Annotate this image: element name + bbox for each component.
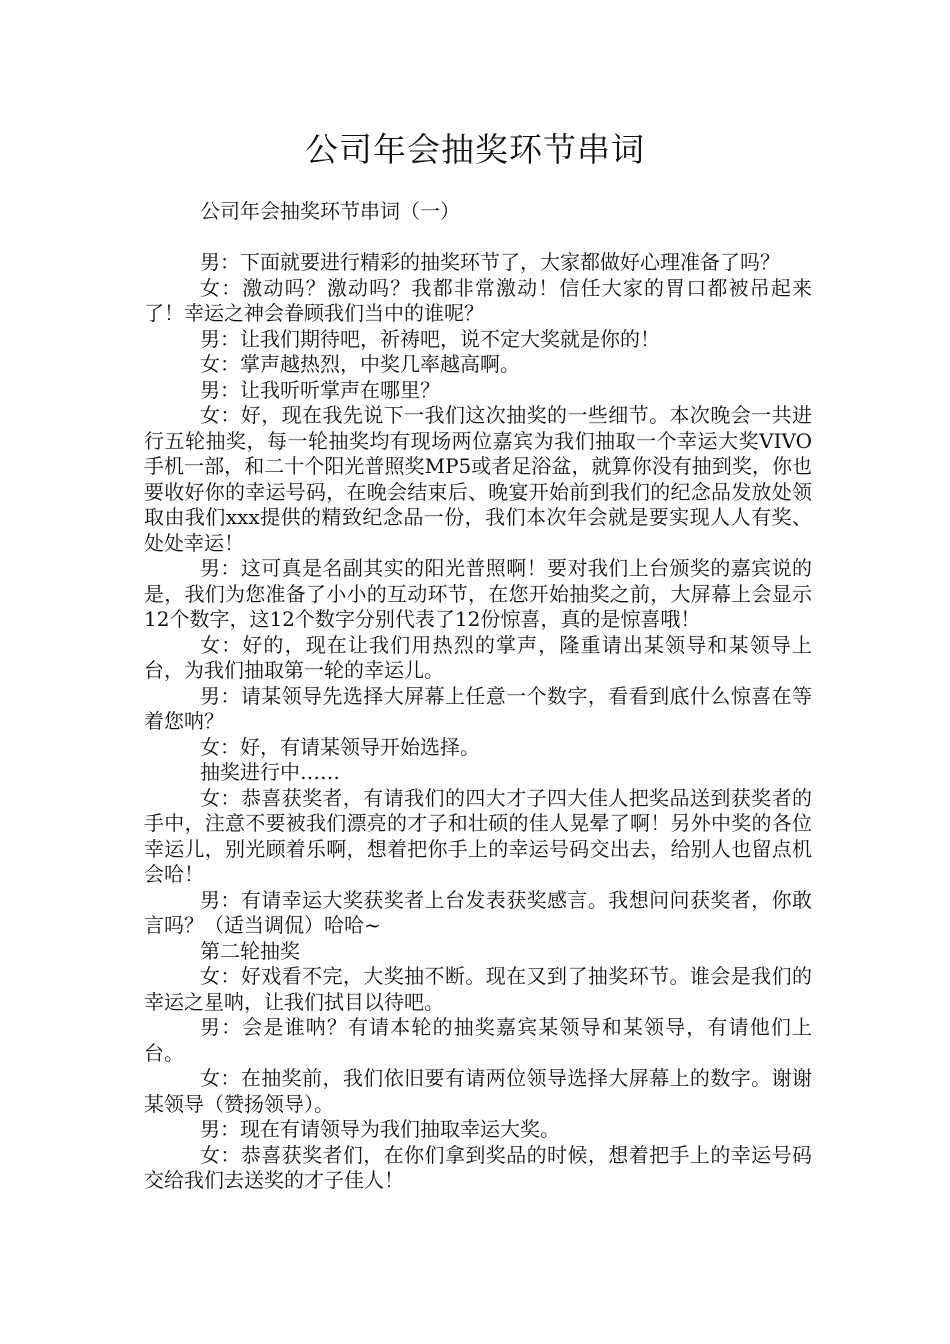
paragraph: 女：恭喜获奖者们，在你们拿到奖品的时候，想着把手上的幸运号码交给我们去送奖的才子佳人！ (144, 1142, 812, 1192)
paragraph: 女：好戏看不完，大奖抽不断。现在又到了抽奖环节。谁会是我们的幸运之星呐，让我们拭目以待吧。 (144, 964, 812, 1014)
paragraph: 男：会是谁呐？有请本轮的抽奖嘉宾某领导和某领导，有请他们上台。 (144, 1015, 812, 1065)
paragraph: 女：好，有请某领导开始选择。 (200, 734, 480, 759)
paragraph: 女：激动吗？激动吗？我都非常激动！信任大家的胃口都被吊起来了！幸运之神会眷顾我们当中的谁呢？ (144, 275, 812, 325)
paragraph: 女：恭喜获奖者，有请我们的四大才子四大佳人把奖品送到获奖者的手中，注意不要被我们漂亮的才子和壮硕的佳人晃晕了啊！另外中奖的各位幸运儿，别光顾着乐啊，想着把你手上的幸运号码交出去，给别人也留点机会哈！ (144, 785, 812, 886)
paragraph: 第二轮抽奖 (200, 938, 300, 963)
paragraph: 女：好的，现在让我们用热烈的掌声，隆重请出某领导和某领导上台，为我们抽取第一轮的幸运儿。 (144, 632, 812, 682)
document-body (144, 250, 812, 1194)
document-subtitle: 公司年会抽奖环节串词（一） (200, 199, 460, 223)
paragraph: 抽奖进行中…… (200, 760, 340, 784)
paragraph: 男：现在有请领导为我们抽取幸运大奖。 (200, 1117, 560, 1141)
paragraph: 男：让我听听掌声在哪里？ (200, 377, 440, 402)
paragraph: 女：掌声越热烈，中奖几率越高啊。 (200, 352, 520, 376)
document-title: 公司年会抽奖环节串词 (305, 130, 645, 169)
paragraph: 男：请某领导先选择大屏幕上任意一个数字，看看到底什么惊喜在等着您呐？ (144, 683, 812, 733)
paragraph: 男：这可真是名副其实的阳光普照啊！要对我们上台颁奖的嘉宾说的是，我们为您准备了小小的互动环节，在您开始抽奖之前，大屏幕上会显示12个数字，这12个数字分别代表了12份惊喜，真的是惊喜哦！ (144, 556, 812, 631)
paragraph: 男：让我们期待吧，祈祷吧，说不定大奖就是你的！ (200, 326, 660, 351)
paragraph: 女：好，现在我先说下一我们这次抽奖的一些细节。本次晚会一共进行五轮抽奖，每一轮抽奖均有现场两位嘉宾为我们抽取一个幸运大奖VIVO手机一部，和二十个阳光普照奖MP5或者足浴盆，就算你没有抽到奖，你也要收好你的幸运号码，在晚会结束后、晚宴开始前到我们的纪念品发放处领取由我们xxx提供的精致纪念品一份，我们本次年会就是要实现人人有奖、处处幸运！ (144, 403, 812, 555)
paragraph: 男：下面就要进行精彩的抽奖环节了，大家都做好心理准备了吗？ (200, 250, 780, 274)
paragraph: 男：有请幸运大奖获奖者上台发表获奖感言。我想问问获奖者，你敢言吗？（适当调侃）哈哈~ (144, 887, 812, 937)
paragraph: 女：在抽奖前，我们依旧要有请两位领导选择大屏幕上的数字。谢谢某领导（赞扬领导）。 (144, 1066, 812, 1116)
